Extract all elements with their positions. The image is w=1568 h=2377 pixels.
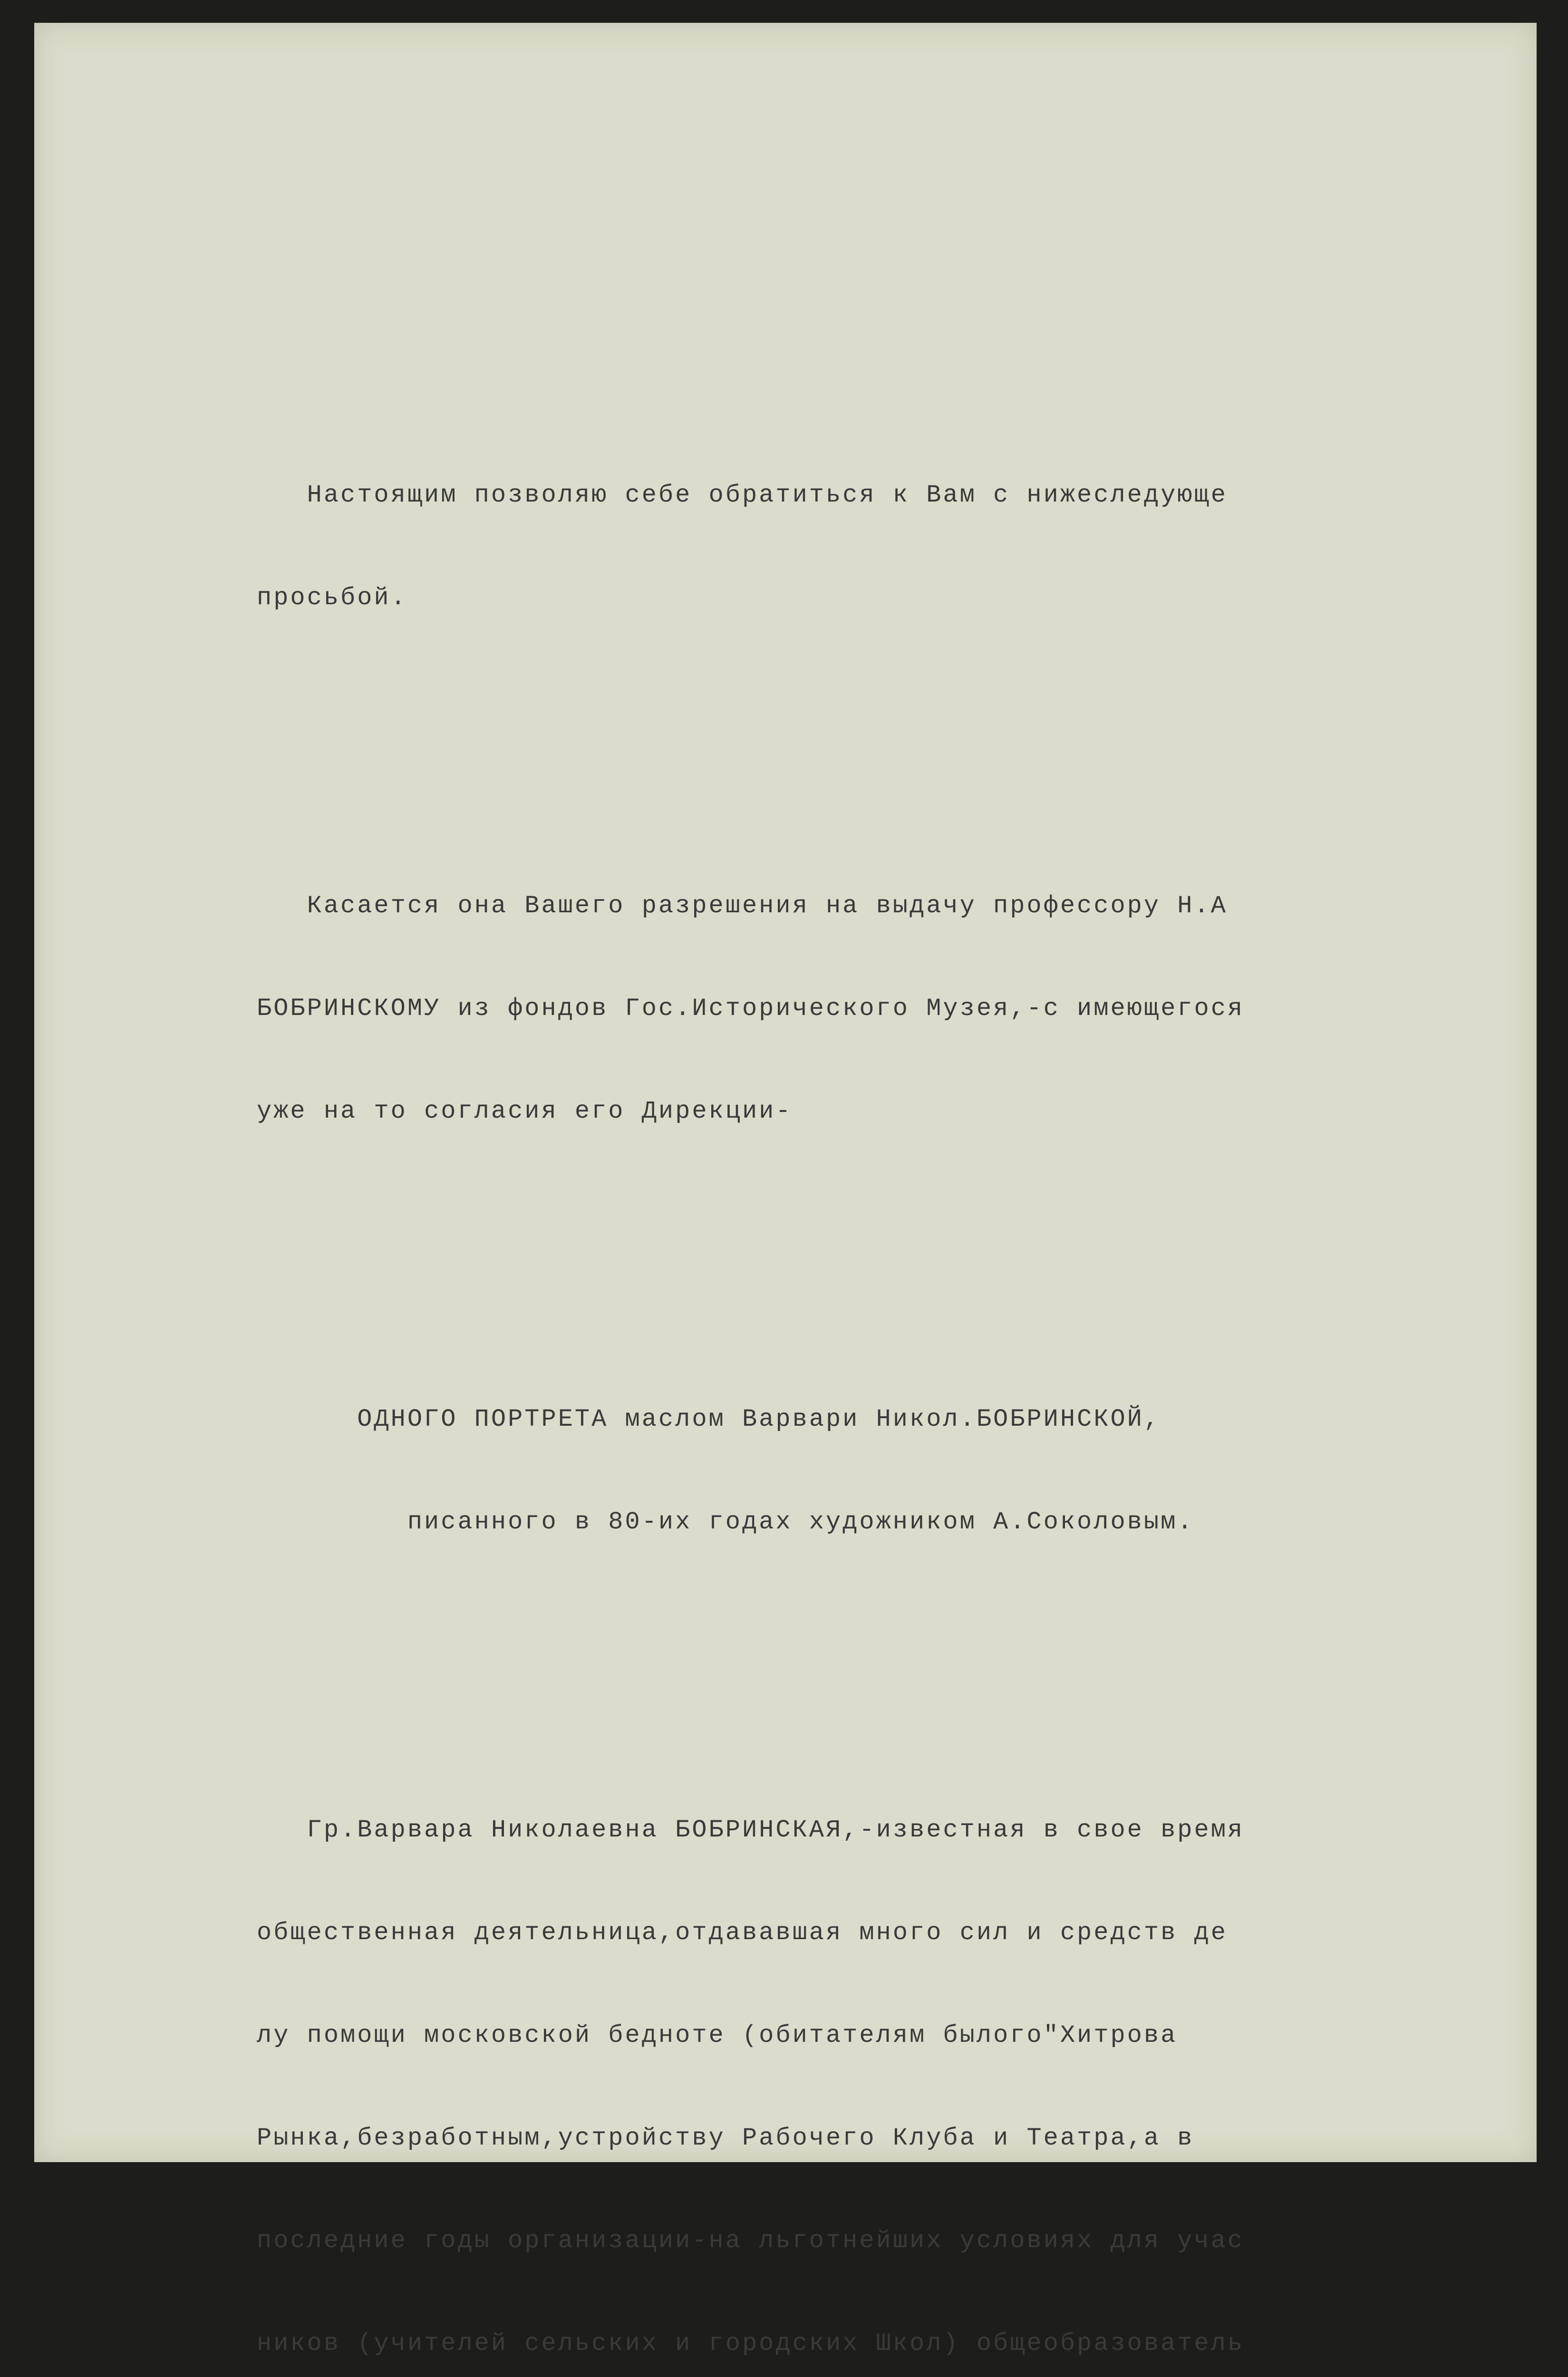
text-line: последние годы организации-на льготнейших условиях для учас bbox=[257, 2227, 1245, 2255]
text-line: Касается она Вашего разрешения на выдачу профессору Н.А bbox=[257, 892, 1228, 920]
text-line: уже на то согласия его Дирекции- bbox=[257, 1097, 793, 1125]
text-line: писанного в 80-их годах художником А.Соколовым. bbox=[257, 1508, 1194, 1536]
text-line: БОБРИНСКОМУ из фондов Гос.Исторического Музея,-с имеющегося bbox=[257, 995, 1245, 1023]
paragraph-request-intro bbox=[257, 410, 1568, 684]
text-line: Гр.Варвара Николаевна БОБРИНСКАЯ,-известная в свое время bbox=[257, 1816, 1245, 1844]
text-line: Рынка,безработным,устройству Рабочего Клуба и Театра,а в bbox=[257, 2124, 1194, 2152]
text-line: лу помощи московской бедноте (обитателям былого"Хитрова bbox=[257, 2021, 1178, 2049]
text-line: Настоящим позволяю себе обратиться к Вам с нижеследующе bbox=[257, 481, 1228, 509]
text-line: просьбой. bbox=[257, 584, 407, 612]
text-line: ников (учителей сельских и городских Школ) общеобразователь bbox=[257, 2329, 1245, 2358]
paragraph-portrait bbox=[257, 1334, 1568, 1608]
paragraph-bobrinskaya-bio bbox=[257, 1745, 1568, 2377]
text-line: ОДНОГО ПОРТРЕТА маслом Варвари Никол.БОБРИНСКОЙ, bbox=[257, 1405, 1161, 1433]
document-body bbox=[257, 341, 1568, 2377]
paragraph-permission bbox=[257, 821, 1568, 1197]
text-line: общественная деятельница,отдававшая много сил и средств де bbox=[257, 1919, 1228, 1947]
